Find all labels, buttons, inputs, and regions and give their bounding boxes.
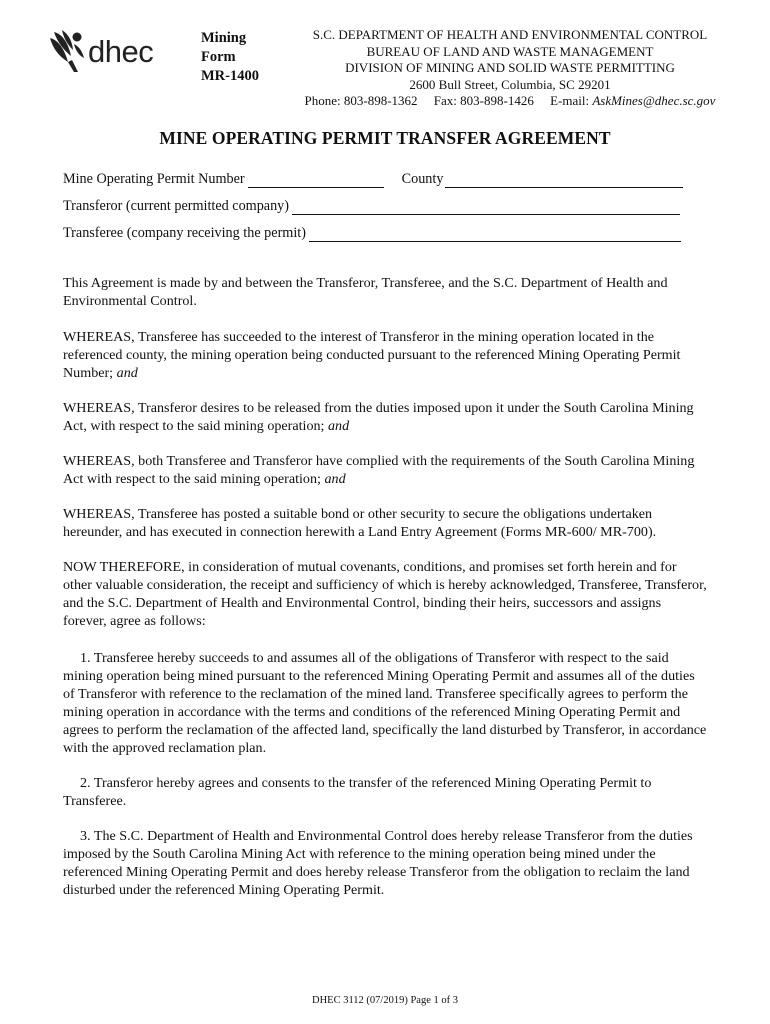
whereas-text <box>63 399 708 435</box>
permit-county-row <box>63 170 683 188</box>
whereas-text <box>63 328 708 382</box>
page-footer: DHEC 3112 (07/2019) Page 1 of 3 <box>311 995 458 1006</box>
and-word: and <box>116 365 138 382</box>
clause-3 <box>63 827 708 899</box>
transferor-label: Transferor (current permitted company) <box>63 198 290 214</box>
contact-line <box>270 93 750 110</box>
page-title: MINE OPERATING PERMIT TRANSFER AGREEMENT <box>159 128 611 148</box>
clause-1 <box>63 649 708 758</box>
transferor-field[interactable] <box>292 200 680 215</box>
email-link[interactable]: AskMines@dhec.sc.gov <box>592 93 716 108</box>
transferee-field[interactable] <box>309 227 681 242</box>
permit-number-field[interactable] <box>248 173 384 188</box>
whereas-2-text: WHEREAS, Transferor desires to be released from the duties imposed upon it under the South Carolina Mining Act, with respect to the said mining operation; <box>63 400 694 435</box>
form-line: Mining <box>201 30 247 46</box>
whereas-paragraph-3 <box>63 452 708 488</box>
whereas-text <box>63 452 708 488</box>
clause-1-text: 1. Transferee hereby succeeds to and assumes all of the obligations of Transferor with respect to the said mining operation being mined pursuant to the referenced Mining Operating Permit and assumes all of the duties of Transferor with reference to the reclamation of the mined land. Transferee specifically agrees to perform the mining operation in accordance with the terms and conditions of the referenced Mining Operating Permit and agrees to perform the reclamation of the affected land, specifically the land disturbed by Transferor, in accordance with the approved reclamation plan. <box>63 650 707 757</box>
intro-paragraph <box>63 274 708 310</box>
transferor-row <box>63 197 680 215</box>
whereas-3-text: WHEREAS, both Transferee and Transferor have complied with the requirements of the South Carolina Mining Act with respect to the said mining operation; <box>63 453 695 488</box>
whereas-4-text: WHEREAS, Transferee has posted a suitable bond or other security to secure the obligations undertaken hereunder, and has executed in connection herewith a Land Entry Agreement (Forms MR-600/ MR-700). <box>63 506 657 541</box>
clause-2-text: 2. Transferor hereby agrees and consents to the transfer of the referenced Mining Operating Permit to Transferee. <box>63 775 652 810</box>
dhec-leaf-icon <box>48 28 90 74</box>
agency-line: DIVISION OF MINING AND SOLID WASTE PERMITTING <box>345 60 675 75</box>
whereas-paragraph-1 <box>63 328 708 382</box>
whereas-1-text: WHEREAS, Transferee has succeeded to the interest of Transferor in the mining operation located in the referenced county, the mining operation being conducted pursuant to the referenced Mining Operating Permit Number; <box>63 329 681 382</box>
and-word: and <box>328 418 350 435</box>
clause-2 <box>63 774 708 810</box>
form-line: MR-1400 <box>201 68 259 84</box>
transferee-label: Transferee (company receiving the permit) <box>63 225 306 241</box>
county-field[interactable] <box>445 173 683 188</box>
whereas-paragraph-4 <box>63 505 708 541</box>
county-label: County <box>401 171 444 187</box>
now-therefore-paragraph <box>63 558 708 630</box>
agency-line: S.C. DEPARTMENT OF HEALTH AND ENVIRONMENTAL CONTROL <box>312 27 708 42</box>
form-identifier <box>201 29 259 86</box>
dhec-logo <box>48 28 166 78</box>
form-line: Form <box>201 49 236 65</box>
contact-prefix: Phone: 803-898-1362 Fax: 803-898-1426 E-mail: <box>304 93 593 108</box>
agency-line: 2600 Bull Street, Columbia, SC 29201 <box>409 76 611 92</box>
whereas-paragraph-2 <box>63 399 708 435</box>
intro-text: This Agreement is made by and between the Transferor, Transferee, and the S.C. Department of Health and Environmental Control. <box>63 275 668 310</box>
now-therefore-text: NOW THEREFORE, in consideration of mutual covenants, conditions, and promises set forth herein and for other valuable consideration, the receipt and sufficiency of which is hereby acknowledged, Transferee, Transferor, and the S.C. Department of Health and Environmental Control, binding their heirs, successors and assigns forever, agree as follows: <box>63 559 707 630</box>
transferee-row <box>63 224 681 242</box>
agency-line: BUREAU OF LAND AND WASTE MANAGEMENT <box>366 43 654 59</box>
agency-address-block <box>270 27 750 110</box>
permit-number-label: Mine Operating Permit Number <box>63 171 245 187</box>
clause-3-text: 3. The S.C. Department of Health and Environmental Control does hereby release Transferor from the duties imposed by the South Carolina Mining Act with reference to the mining operation being mined under the referenced Mining Operating Permit and does hereby release Transferor from the obligation to reclaim the land disturbed under the referenced Mining Operating Permit. <box>63 828 693 899</box>
and-word: and <box>324 471 346 488</box>
logo-wordmark: dhec <box>88 34 154 69</box>
